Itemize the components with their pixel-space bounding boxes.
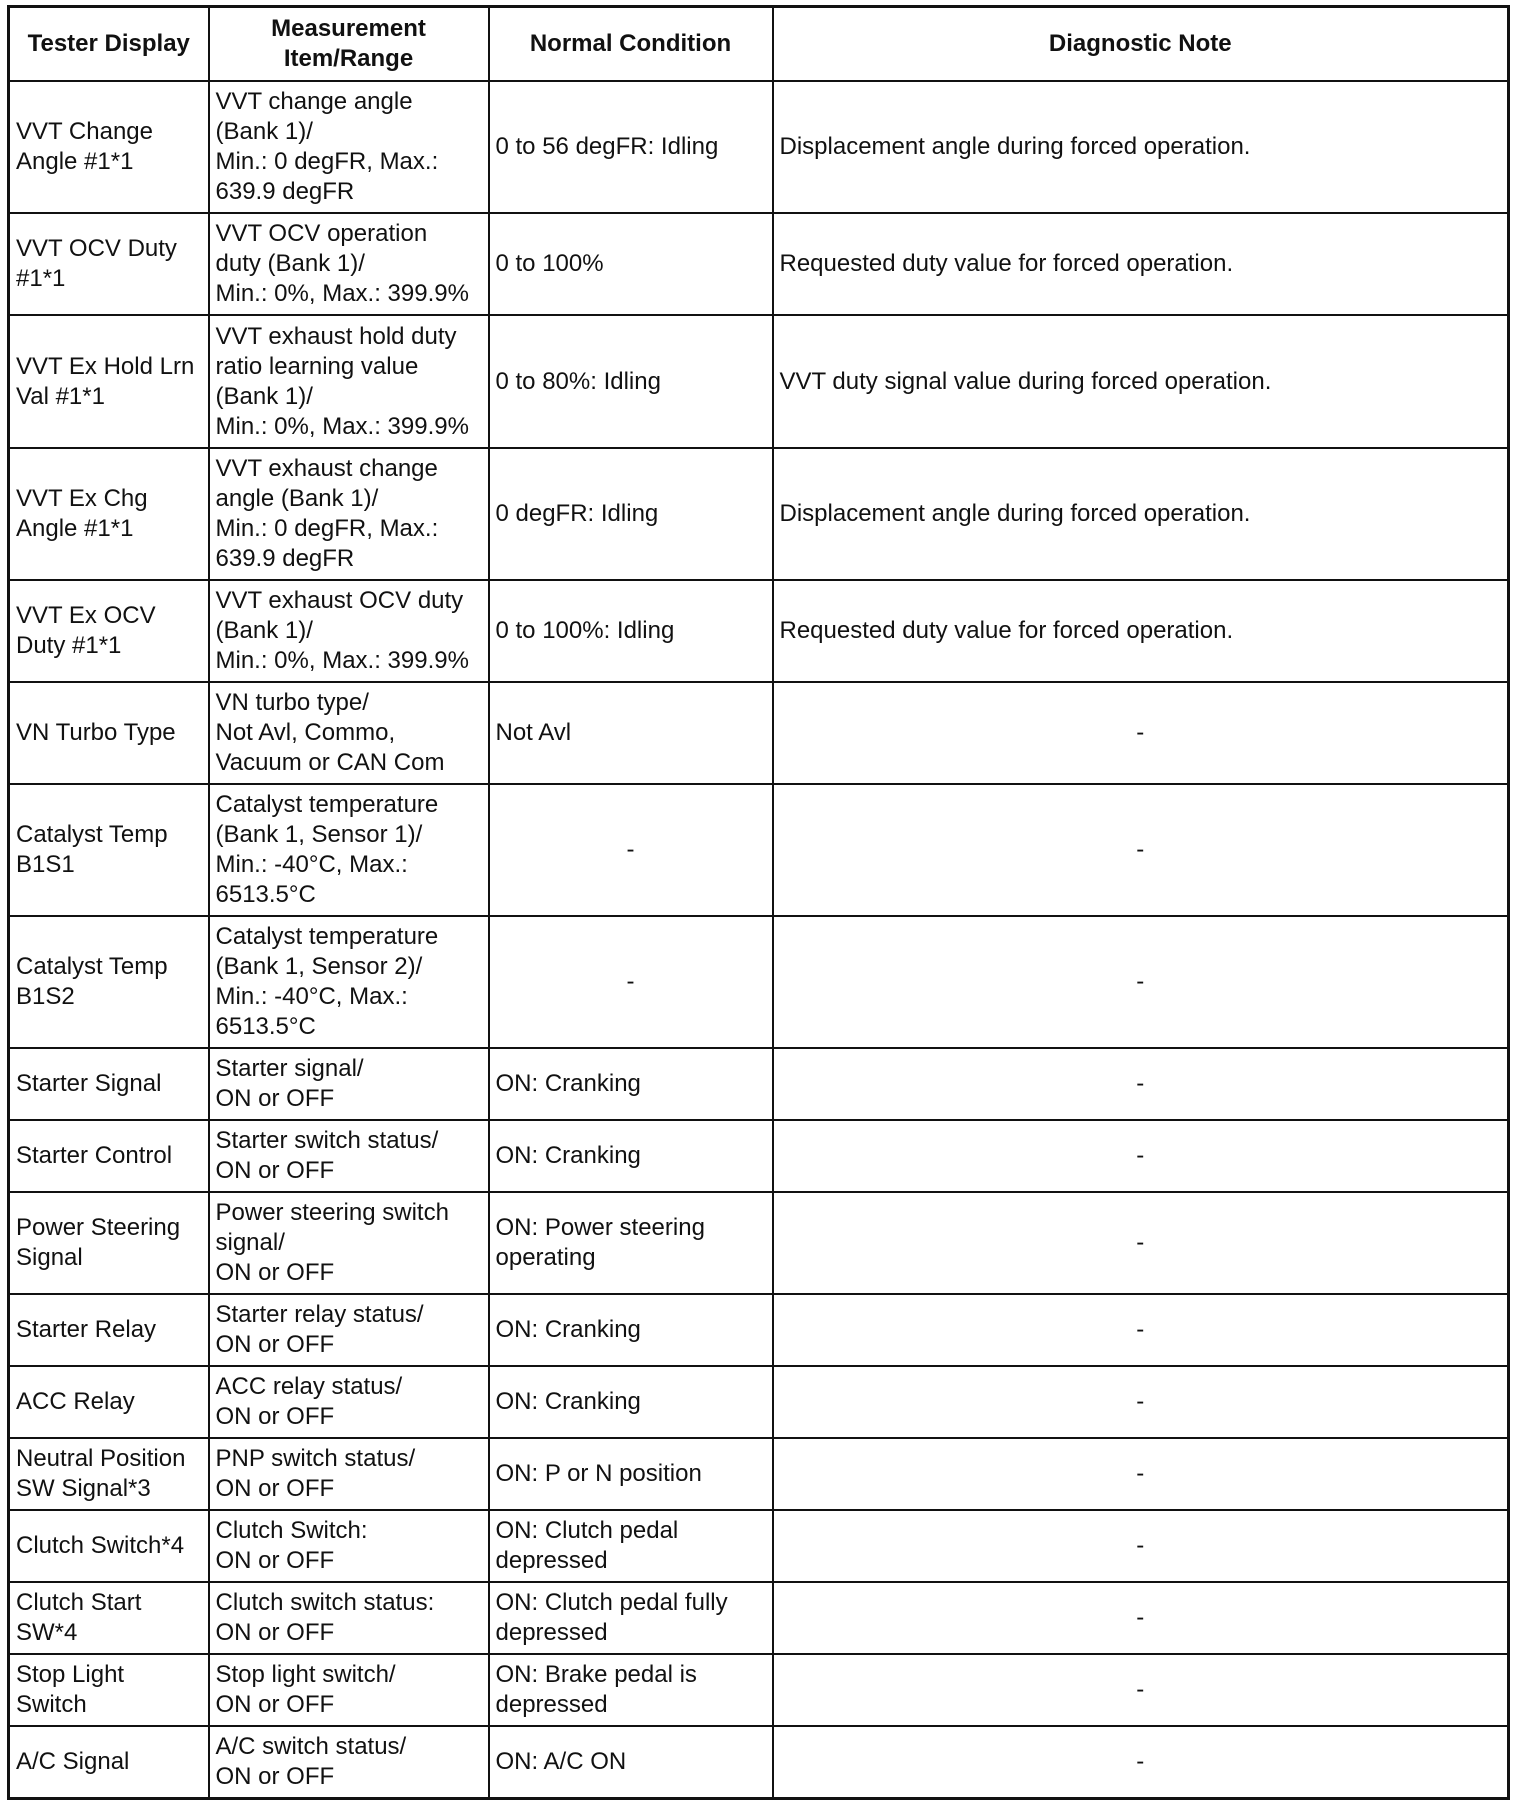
- table-row: [9, 1726, 1509, 1798]
- table-row: [9, 1582, 1509, 1654]
- cell-diagnostic-note: VVT duty signal value during forced operation.: [773, 315, 1509, 448]
- table-row: [9, 1438, 1509, 1510]
- table-row: [9, 1654, 1509, 1726]
- cell-diagnostic-note: -: [773, 1366, 1509, 1438]
- table-row: [9, 448, 1509, 580]
- cell-measurement: VVT exhaust change angle (Bank 1)/ Min.: 0 degFR, Max.: 639.9 degFR: [209, 448, 489, 580]
- table-row: [9, 580, 1509, 682]
- cell-diagnostic-note: -: [773, 1654, 1509, 1726]
- header-measurement-item-range: Measurement Item/Range: [209, 7, 489, 82]
- cell-tester-display: A/C Signal: [9, 1726, 209, 1798]
- cell-tester-display: Starter Control: [9, 1120, 209, 1192]
- table-row: [9, 1366, 1509, 1438]
- cell-measurement: VVT OCV operation duty (Bank 1)/ Min.: 0%, Max.: 399.9%: [209, 213, 489, 315]
- cell-normal-condition: ON: Clutch pedal depressed: [489, 1510, 773, 1582]
- cell-tester-display: Stop Light Switch: [9, 1654, 209, 1726]
- cell-normal-condition: 0 to 100%: Idling: [489, 580, 773, 682]
- table-row: [9, 1510, 1509, 1582]
- cell-tester-display: Neutral Position SW Signal*3: [9, 1438, 209, 1510]
- document-page: [7, 5, 1507, 1800]
- cell-measurement: Starter switch status/ ON or OFF: [209, 1120, 489, 1192]
- cell-measurement: Stop light switch/ ON or OFF: [209, 1654, 489, 1726]
- cell-measurement: ACC relay status/ ON or OFF: [209, 1366, 489, 1438]
- cell-measurement: PNP switch status/ ON or OFF: [209, 1438, 489, 1510]
- cell-measurement: Catalyst temperature (Bank 1, Sensor 2)/ Min.: -40°C, Max.: 6513.5°C: [209, 916, 489, 1048]
- cell-tester-display: Clutch Switch*4: [9, 1510, 209, 1582]
- cell-normal-condition: ON: P or N position: [489, 1438, 773, 1510]
- cell-measurement: Catalyst temperature (Bank 1, Sensor 1)/ Min.: -40°C, Max.: 6513.5°C: [209, 784, 489, 916]
- table-row: [9, 81, 1509, 213]
- cell-normal-condition: ON: Clutch pedal fully depressed: [489, 1582, 773, 1654]
- table-row: [9, 1192, 1509, 1294]
- cell-measurement: Starter signal/ ON or OFF: [209, 1048, 489, 1120]
- cell-normal-condition: ON: Cranking: [489, 1120, 773, 1192]
- cell-tester-display: VVT Ex OCV Duty #1*1: [9, 580, 209, 682]
- cell-normal-condition: 0 to 100%: [489, 213, 773, 315]
- cell-diagnostic-note: Requested duty value for forced operation.: [773, 213, 1509, 315]
- cell-diagnostic-note: -: [773, 1438, 1509, 1510]
- cell-normal-condition: 0 to 56 degFR: Idling: [489, 81, 773, 213]
- table-row: [9, 1120, 1509, 1192]
- table-row: [9, 682, 1509, 784]
- cell-tester-display: VVT Change Angle #1*1: [9, 81, 209, 213]
- cell-tester-display: VVT OCV Duty #1*1: [9, 213, 209, 315]
- cell-tester-display: Starter Signal: [9, 1048, 209, 1120]
- cell-measurement: VVT exhaust OCV duty (Bank 1)/ Min.: 0%, Max.: 399.9%: [209, 580, 489, 682]
- cell-diagnostic-note: -: [773, 1120, 1509, 1192]
- cell-tester-display: Clutch Start SW*4: [9, 1582, 209, 1654]
- cell-normal-condition: 0 to 80%: Idling: [489, 315, 773, 448]
- cell-diagnostic-note: -: [773, 916, 1509, 1048]
- cell-tester-display: Catalyst Temp B1S1: [9, 784, 209, 916]
- cell-tester-display: VVT Ex Hold Lrn Val #1*1: [9, 315, 209, 448]
- table-row: [9, 1294, 1509, 1366]
- cell-tester-display: VN Turbo Type: [9, 682, 209, 784]
- cell-diagnostic-note: -: [773, 1294, 1509, 1366]
- cell-diagnostic-note: Requested duty value for forced operation.: [773, 580, 1509, 682]
- cell-tester-display: Power Steering Signal: [9, 1192, 209, 1294]
- header-tester-display: Tester Display: [9, 7, 209, 82]
- header-normal-condition: Normal Condition: [489, 7, 773, 82]
- cell-normal-condition: ON: A/C ON: [489, 1726, 773, 1798]
- cell-measurement: VVT exhaust hold duty ratio learning value (Bank 1)/ Min.: 0%, Max.: 399.9%: [209, 315, 489, 448]
- cell-diagnostic-note: Displacement angle during forced operation.: [773, 81, 1509, 213]
- cell-diagnostic-note: -: [773, 1192, 1509, 1294]
- cell-measurement: VVT change angle (Bank 1)/ Min.: 0 degFR, Max.: 639.9 degFR: [209, 81, 489, 213]
- cell-diagnostic-note: -: [773, 784, 1509, 916]
- header-diagnostic-note: Diagnostic Note: [773, 7, 1509, 82]
- table-row: [9, 1048, 1509, 1120]
- cell-diagnostic-note: -: [773, 1510, 1509, 1582]
- cell-measurement: Power steering switch signal/ ON or OFF: [209, 1192, 489, 1294]
- cell-measurement: VN turbo type/ Not Avl, Commo, Vacuum or CAN Com: [209, 682, 489, 784]
- cell-tester-display: VVT Ex Chg Angle #1*1: [9, 448, 209, 580]
- cell-diagnostic-note: Displacement angle during forced operation.: [773, 448, 1509, 580]
- cell-diagnostic-note: -: [773, 682, 1509, 784]
- cell-normal-condition: ON: Brake pedal is depressed: [489, 1654, 773, 1726]
- cell-measurement: A/C switch status/ ON or OFF: [209, 1726, 489, 1798]
- cell-diagnostic-note: -: [773, 1048, 1509, 1120]
- cell-normal-condition: ON: Cranking: [489, 1366, 773, 1438]
- table-header-row: [9, 7, 1509, 82]
- cell-normal-condition: ON: Power steering operating: [489, 1192, 773, 1294]
- cell-normal-condition: -: [489, 784, 773, 916]
- cell-tester-display: Starter Relay: [9, 1294, 209, 1366]
- table-row: [9, 784, 1509, 916]
- cell-measurement: Clutch switch status: ON or OFF: [209, 1582, 489, 1654]
- cell-normal-condition: ON: Cranking: [489, 1048, 773, 1120]
- cell-tester-display: Catalyst Temp B1S2: [9, 916, 209, 1048]
- cell-normal-condition: Not Avl: [489, 682, 773, 784]
- cell-normal-condition: -: [489, 916, 773, 1048]
- cell-diagnostic-note: -: [773, 1726, 1509, 1798]
- cell-normal-condition: ON: Cranking: [489, 1294, 773, 1366]
- cell-measurement: Starter relay status/ ON or OFF: [209, 1294, 489, 1366]
- table-row: [9, 315, 1509, 448]
- tester-display-table: [7, 5, 1510, 1800]
- cell-measurement: Clutch Switch: ON or OFF: [209, 1510, 489, 1582]
- cell-normal-condition: 0 degFR: Idling: [489, 448, 773, 580]
- cell-diagnostic-note: -: [773, 1582, 1509, 1654]
- table-row: [9, 213, 1509, 315]
- table-row: [9, 916, 1509, 1048]
- cell-tester-display: ACC Relay: [9, 1366, 209, 1438]
